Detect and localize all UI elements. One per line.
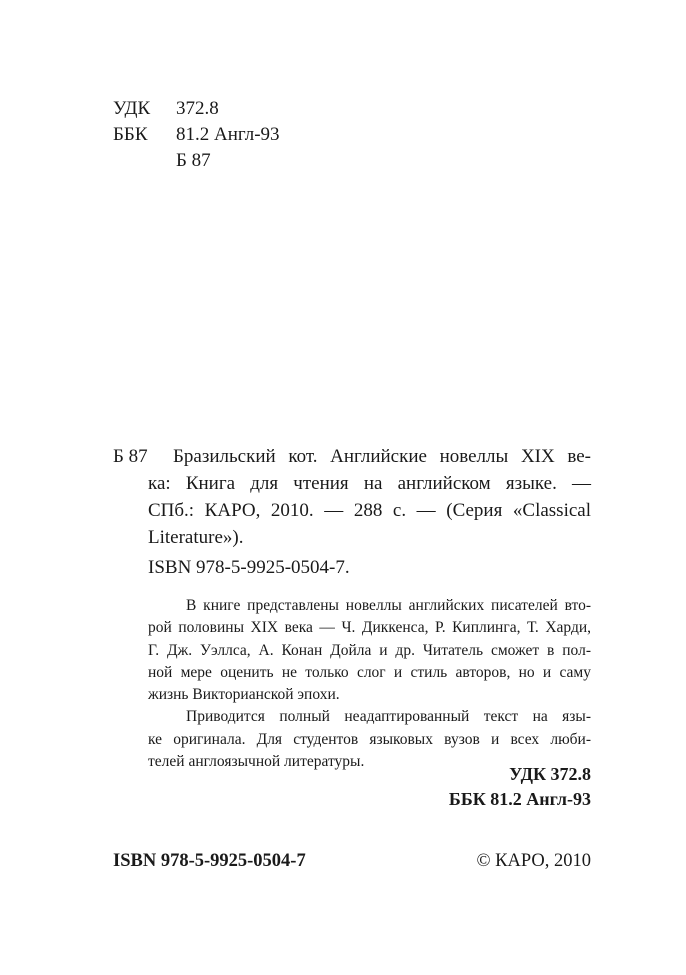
entry-first-line — [113, 443, 591, 470]
classification-row-udk — [113, 96, 280, 122]
classification-row-author-mark — [113, 148, 280, 174]
classification-value: Б 87 — [176, 150, 211, 171]
annotation-line: жизнь Викторианской эпохи. — [148, 686, 340, 704]
annotation-line: В книге представлены новеллы английских писателей вто- — [186, 597, 591, 614]
classification-value: 372.8 — [176, 98, 219, 119]
classification-block — [113, 96, 280, 174]
bibliographic-entry — [113, 443, 591, 551]
classification-key: УДК — [113, 98, 151, 119]
classification-key: ББК — [113, 124, 148, 145]
classification-row-bbk — [113, 122, 280, 148]
footer-isbn: ISBN 978-5-9925-0504-7 — [113, 851, 306, 871]
annotation-line: Г. Дж. Уэллса, А. Конан Дойла и др. Читатель сможет в пол- — [148, 641, 591, 659]
annotation-line: рой половины XIX века — Ч. Диккенса, Р. Киплинга, Т. Харди, — [148, 619, 591, 637]
annotation-line: Приводится полный неадаптированный текст на язы- — [186, 708, 591, 726]
annotation — [148, 595, 591, 773]
author-mark: Б 87 — [113, 446, 148, 467]
entry-line-4: Literature»). — [148, 527, 244, 548]
classification-value: 81.2 Англ-93 — [176, 124, 280, 145]
annotation-line: телей англоязычной литературы. — [148, 753, 365, 771]
udk-code: УДК 372.8 — [509, 764, 591, 784]
bbk-code: ББК 81.2 Англ-93 — [448, 789, 591, 809]
entry-line-3: СПб.: КАРО, 2010. — 288 с. — (Серия «Classical — [148, 500, 591, 521]
classification-key — [113, 148, 176, 174]
classification-codes — [449, 762, 591, 812]
entry-line-2: ка: Книга для чтения на английском языке. — — [148, 473, 591, 494]
entry-isbn: ISBN 978-5-9925-0504-7. — [148, 557, 350, 578]
annotation-line: ной мере оценить не только слог и стиль авторов, но и саму — [148, 663, 591, 681]
copyright: © КАРО, 2010 — [476, 851, 591, 871]
annotation-line: ке оригинала. Для студентов языковых вузов и всех люби- — [148, 730, 591, 748]
entry-line-1: Бразильский кот. Английские новеллы XIX ве- — [173, 446, 591, 467]
